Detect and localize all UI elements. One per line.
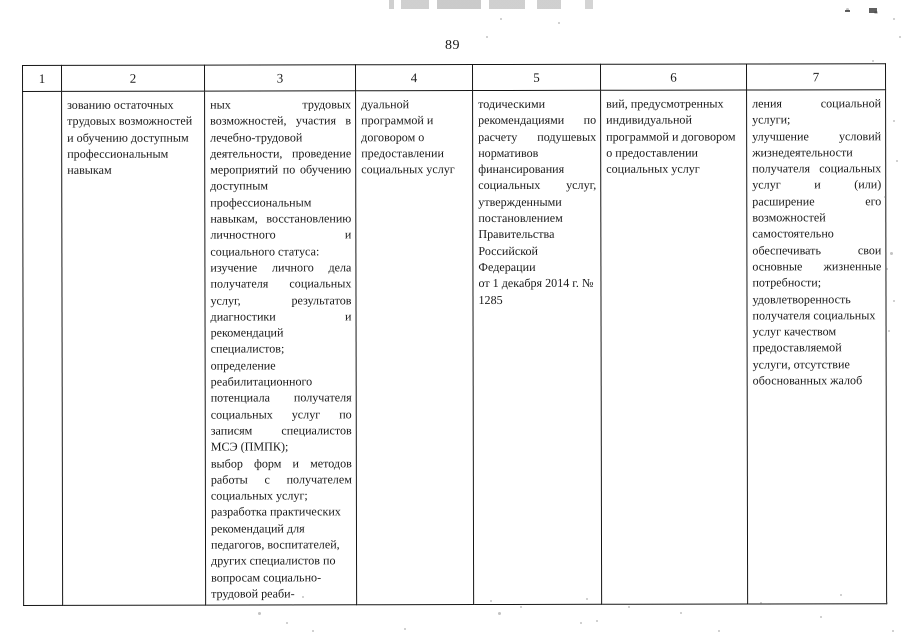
scan-speckle	[404, 628, 406, 630]
page-number: 89	[445, 38, 460, 53]
column-header-3: 3	[205, 65, 356, 91]
table-cell-3	[205, 91, 357, 606]
paragraph: разработка практических рекомендаций для педагогов, воспитателей, других специалистов по вопросам социально-трудовой реаби-	[210, 504, 341, 601]
scan-speckle	[580, 622, 582, 624]
scan-speckle	[680, 612, 682, 614]
scan-artifact-top	[385, 0, 635, 9]
paragraph: вий, предусмотренных индивидуальной программой и договором о предоставлении социальных услуг	[606, 96, 736, 176]
scan-speckle	[896, 160, 898, 162]
scan-speckle	[500, 18, 502, 20]
table-cell-4	[356, 91, 474, 605]
table-cell-5	[473, 90, 602, 604]
scan-speckle	[890, 252, 893, 255]
scan-speckle	[258, 612, 261, 615]
paragraph: от 1 декабря 2014 г. № 1285	[478, 276, 594, 307]
paragraph: тодическими рекомендациями по расчету подушевых нормативов финансирования социальных услуг, утвержденными постановлением Правительства Российской Федерации	[478, 96, 597, 275]
table-header-row	[23, 64, 886, 92]
scan-speckle	[558, 22, 560, 24]
table-cell-7	[747, 90, 887, 604]
paragraph: выбор форм и методов работы с получателем социальных услуг;	[210, 455, 352, 503]
scan-speckle	[820, 616, 822, 618]
scan-smudge	[869, 8, 877, 13]
paragraph: изучение личного дела получателя социальных услуг, результатов диагностики и рекомендаций специалистов;	[210, 260, 352, 357]
table-cell-2	[62, 91, 206, 606]
paragraph: улучшение условий жизнедеятельности получателя социальных услуг и (или) расширение его возможностей самостоятельно обеспечивать свои основные жизненные потребности;	[752, 128, 882, 290]
paragraph: ных трудовых возможностей, участия в лечебно-трудовой деятельности, проведение мероприятий по обучению доступным профессиональным навыкам, восстановлению личностного и социального статуса:	[210, 97, 352, 259]
table-cell-1	[23, 91, 63, 605]
paragraph: ления социальной услуги;	[752, 96, 882, 127]
scan-speckle	[893, 18, 895, 20]
scan-speckle	[888, 330, 890, 332]
column-header-6: 6	[600, 64, 746, 90]
scan-speckle	[874, 11, 878, 14]
paragraph: определение реабилитационного потенциала получателя социальных услуг по записям специалистов МСЭ (ПМПК);	[210, 358, 352, 454]
paragraph: дуальной программой и договором о предоставлении социальных услуг	[361, 97, 455, 177]
table-cell-6	[601, 90, 748, 605]
scan-speckle	[892, 630, 894, 632]
scan-speckle	[596, 620, 598, 622]
scan-speckle	[893, 120, 895, 122]
scan-speckle	[628, 606, 630, 608]
paragraph: удовлетворенность получателя социальных услуг качеством предоставляемой услуги, отсутствие обоснованных жалоб	[752, 291, 876, 388]
column-header-2: 2	[62, 65, 205, 91]
paragraph: зованию остаточных трудовых возможностей и обучению доступным профессиональным навыкам	[67, 97, 193, 178]
scan-speckle	[520, 606, 522, 608]
column-header-5: 5	[473, 64, 601, 90]
table-row	[23, 90, 887, 606]
scan-speckle	[718, 630, 720, 632]
column-header-4: 4	[356, 65, 473, 91]
scan-speckle	[893, 300, 895, 302]
column-header-7: 7	[746, 64, 885, 90]
scan-smudge	[845, 10, 850, 12]
scan-speckle	[872, 60, 874, 62]
scan-speckle	[312, 630, 314, 632]
column-header-1: 1	[23, 65, 62, 91]
scan-speckle	[286, 622, 288, 624]
scan-speckle	[498, 612, 501, 615]
document-table	[22, 63, 887, 606]
scan-speckle	[846, 8, 849, 11]
